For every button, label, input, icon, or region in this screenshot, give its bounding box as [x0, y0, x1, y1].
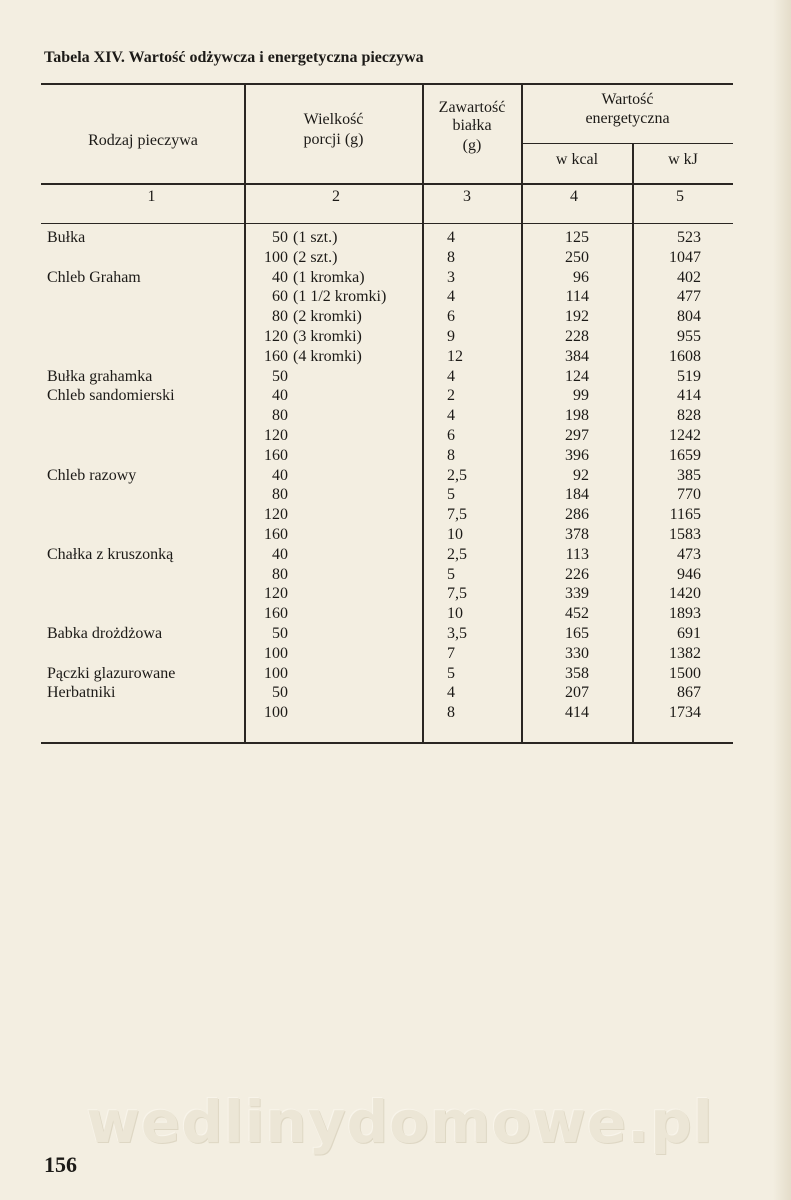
row-kj: 1659 [669, 447, 701, 464]
row-kj: 1583 [669, 526, 701, 543]
row-kj: 770 [677, 486, 701, 503]
portion-grams: 80 [272, 308, 288, 325]
row-kj: 1893 [669, 605, 701, 622]
row-protein: 6 [447, 427, 455, 444]
row-name: Chleb razowy [47, 467, 137, 484]
page-edge-shadow [773, 0, 791, 1200]
row-kj: 1242 [669, 427, 701, 444]
row-kcal: 125 [565, 229, 589, 246]
row-name [47, 565, 242, 585]
row-kcal: 250 [565, 249, 589, 266]
portion-grams: 160 [264, 447, 288, 464]
row-kj: 1382 [669, 645, 701, 662]
row-kcal: 207 [565, 684, 589, 701]
row-name: Herbatniki [47, 684, 116, 701]
column-numbers-rule [41, 223, 733, 224]
row-kcal: 192 [565, 308, 589, 325]
row-kj: 955 [677, 328, 701, 345]
header-type: Rodzaj pieczywa [88, 132, 198, 149]
portion-description: (4 kromki) [293, 348, 362, 365]
row-kj: 946 [677, 566, 701, 583]
row-protein: 4 [447, 288, 455, 305]
row-kj: 804 [677, 308, 701, 325]
portion-grams: 100 [264, 249, 288, 266]
row-protein: 3 [447, 269, 455, 286]
table-bottom-rule [41, 742, 733, 744]
row-name: Chleb sandomierski [47, 387, 175, 404]
row-kcal: 414 [565, 704, 589, 721]
column-number-1: 1 [147, 188, 156, 205]
row-portion [248, 406, 420, 426]
row-protein: 10 [447, 526, 463, 543]
row-portion [248, 485, 420, 505]
row-kj: 1047 [669, 249, 701, 266]
portion-grams: 120 [264, 506, 288, 523]
row-kj: 402 [677, 269, 701, 286]
portion-grams: 100 [264, 704, 288, 721]
row-kcal: 184 [565, 486, 589, 503]
row-portion [248, 466, 420, 486]
header-protein-line3: (g) [462, 137, 482, 154]
row-protein: 4 [447, 684, 455, 701]
row-protein: 4 [447, 368, 455, 385]
row-kcal: 96 [573, 269, 589, 286]
row-protein: 5 [447, 566, 455, 583]
row-kcal: 124 [565, 368, 589, 385]
column-divider-2 [422, 84, 424, 743]
row-kj: 473 [677, 546, 701, 563]
row-portion [248, 584, 420, 604]
row-kj: 414 [677, 387, 701, 404]
portion-description: (2 szt.) [293, 249, 338, 266]
row-name: Bułka [47, 229, 86, 246]
portion-grams: 120 [264, 427, 288, 444]
energy-subheader-rule [521, 143, 733, 144]
row-portion [248, 307, 420, 327]
row-kcal: 339 [565, 585, 589, 602]
row-kcal: 99 [573, 387, 589, 404]
row-portion [248, 545, 420, 565]
row-protein: 12 [447, 348, 463, 365]
watermark: wedlinydomowe.pl [86, 1088, 714, 1156]
row-portion [248, 287, 420, 307]
row-portion [248, 604, 420, 624]
portion-grams: 50 [272, 625, 288, 642]
row-name [47, 485, 242, 505]
row-kj: 519 [677, 368, 701, 385]
row-kj: 828 [677, 407, 701, 424]
row-name [47, 446, 242, 466]
header-portion-line2: porcji (g) [303, 131, 364, 148]
row-name: Babka drożdżowa [47, 625, 163, 642]
row-name [47, 584, 242, 604]
row-protein: 2,5 [447, 467, 467, 484]
row-name [47, 604, 242, 624]
row-name [47, 287, 242, 307]
portion-grams: 80 [272, 566, 288, 583]
page-number: 156 [44, 1152, 77, 1177]
row-portion [248, 664, 420, 684]
row-portion [248, 347, 420, 367]
portion-grams: 50 [272, 368, 288, 385]
header-energy-line2: energetyczna [585, 110, 670, 127]
portion-grams: 60 [272, 288, 288, 305]
row-kj: 1608 [669, 348, 701, 365]
row-name [47, 347, 242, 367]
row-kj: 1734 [669, 704, 701, 721]
row-kcal: 452 [565, 605, 589, 622]
row-protein: 4 [447, 229, 455, 246]
row-portion [248, 703, 420, 723]
row-portion [248, 268, 420, 288]
row-protein: 8 [447, 249, 455, 266]
row-portion [248, 624, 420, 644]
portion-grams: 40 [272, 546, 288, 563]
row-kcal: 228 [565, 328, 589, 345]
column-number-5: 5 [676, 188, 684, 205]
portion-grams: 80 [272, 486, 288, 503]
row-portion [248, 446, 420, 466]
row-kcal: 286 [565, 506, 589, 523]
header-protein [423, 100, 521, 154]
portion-grams: 40 [272, 269, 288, 286]
portion-grams: 50 [272, 684, 288, 701]
row-name: Pączki glazurowane [47, 665, 176, 682]
row-kcal: 113 [565, 546, 589, 563]
row-kcal: 165 [565, 625, 589, 642]
row-name: Bułka grahamka [47, 368, 153, 385]
row-kcal: 358 [565, 665, 589, 682]
row-portion [248, 426, 420, 446]
row-kcal: 198 [565, 407, 589, 424]
portion-grams: 50 [272, 229, 288, 246]
row-name [47, 406, 242, 426]
portion-description: (1 1/2 kromki) [293, 288, 387, 305]
row-protein: 3,5 [447, 625, 467, 642]
header-protein-line1: Zawartość [438, 99, 506, 116]
row-kcal: 330 [565, 645, 589, 662]
table-title: Tabela XIV. Wartość odżywcza i energetyczna pieczywa [44, 49, 424, 66]
portion-grams: 40 [272, 467, 288, 484]
portion-grams: 120 [264, 328, 288, 345]
row-protein: 5 [447, 665, 455, 682]
row-protein: 7,5 [447, 506, 467, 523]
row-name [47, 307, 242, 327]
row-kj: 477 [677, 288, 701, 305]
header-kj: w kJ [668, 151, 698, 168]
row-name [47, 703, 242, 723]
portion-grams: 100 [264, 665, 288, 682]
row-protein: 2 [447, 387, 455, 404]
row-portion [248, 644, 420, 664]
row-name [47, 426, 242, 446]
row-protein: 10 [447, 605, 463, 622]
portion-grams: 120 [264, 585, 288, 602]
row-portion [248, 228, 420, 248]
row-protein: 8 [447, 704, 455, 721]
portion-description: (3 kromki) [293, 328, 362, 345]
row-kj: 1420 [669, 585, 701, 602]
portion-description: (2 kromki) [293, 308, 362, 325]
row-kcal: 384 [565, 348, 589, 365]
row-portion [248, 386, 420, 406]
row-name [47, 525, 242, 545]
row-protein: 4 [447, 407, 455, 424]
header-protein-line2: białka [452, 117, 492, 134]
header-kcal: w kcal [555, 151, 599, 168]
row-name: Chleb Graham [47, 269, 141, 286]
row-portion [248, 327, 420, 347]
portion-grams: 100 [264, 645, 288, 662]
header-portion-line1: Wielkość [303, 111, 364, 128]
row-kcal: 378 [565, 526, 589, 543]
row-kj: 1165 [669, 506, 701, 523]
row-portion [248, 505, 420, 525]
row-kcal: 114 [565, 288, 589, 305]
row-protein: 8 [447, 447, 455, 464]
row-protein: 7 [447, 645, 455, 662]
row-kj: 691 [677, 625, 701, 642]
portion-grams: 160 [264, 348, 288, 365]
header-energy-line1: Wartość [601, 91, 654, 108]
column-divider-1 [244, 84, 246, 743]
portion-grams: 40 [272, 387, 288, 404]
header-bottom-rule [41, 183, 733, 185]
row-kcal: 297 [565, 427, 589, 444]
row-protein: 6 [447, 308, 455, 325]
portion-description: (1 szt.) [293, 229, 338, 246]
column-number-2: 2 [332, 188, 340, 205]
column-number-3: 3 [463, 188, 471, 205]
row-portion [248, 565, 420, 585]
row-portion [248, 248, 420, 268]
row-kcal: 92 [573, 467, 589, 484]
row-protein: 2,5 [447, 546, 467, 563]
row-name [47, 505, 242, 525]
row-name [47, 327, 242, 347]
row-portion [248, 683, 420, 703]
row-portion [248, 525, 420, 545]
portion-grams: 80 [272, 407, 288, 424]
row-protein: 9 [447, 328, 455, 345]
row-name [47, 248, 242, 268]
column-number-4: 4 [570, 188, 578, 205]
portion-grams: 160 [264, 605, 288, 622]
row-kj: 385 [677, 467, 701, 484]
portion-description: (1 kromka) [293, 269, 365, 286]
row-name [47, 644, 242, 664]
table-top-rule [41, 83, 733, 85]
row-kj: 1500 [669, 665, 701, 682]
header-portion [246, 112, 421, 148]
header-energy [522, 92, 733, 127]
portion-grams: 160 [264, 526, 288, 543]
row-kj: 867 [677, 684, 701, 701]
row-name: Chałka z kruszonką [47, 546, 174, 563]
row-protein: 5 [447, 486, 455, 503]
row-portion [248, 367, 420, 387]
row-kcal: 396 [565, 447, 589, 464]
row-kj: 523 [677, 229, 701, 246]
row-protein: 7,5 [447, 585, 467, 602]
row-kcal: 226 [565, 566, 589, 583]
